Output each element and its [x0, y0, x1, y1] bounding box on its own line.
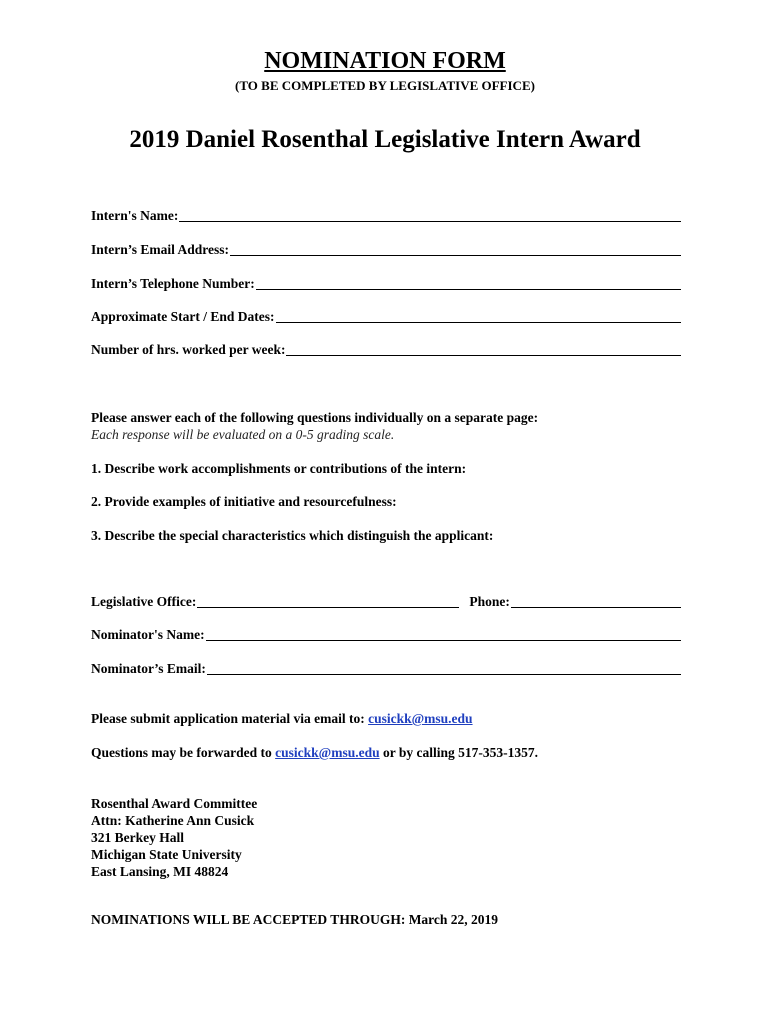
nominator-email-field[interactable]	[91, 661, 681, 677]
grading-note: Each response will be evaluated on a 0-5 grading scale.	[91, 427, 395, 442]
intern-phone-field[interactable]	[91, 276, 681, 292]
legislative-office-line[interactable]	[197, 595, 459, 608]
intern-email-line[interactable]	[230, 243, 681, 256]
questions-suffix: or by calling 517-353-1357.	[382, 745, 538, 760]
address-line-4: Michigan State University	[91, 847, 242, 862]
form-subtitle: (TO BE COMPLETED BY LEGISLATIVE OFFICE)	[235, 78, 535, 93]
questions-email-link[interactable]: cusickk@msu.edu	[275, 745, 380, 760]
intern-phone-line[interactable]	[256, 277, 681, 290]
intern-hours-label: Number of hrs. worked per week:	[91, 342, 286, 357]
intern-email-field[interactable]	[91, 242, 681, 258]
intern-phone-label: Intern’s Telephone Number:	[91, 276, 255, 291]
office-phone-line[interactable]	[511, 595, 681, 608]
intern-dates-line[interactable]	[276, 310, 682, 323]
questions-prefix: Questions may be forwarded to	[91, 745, 272, 760]
address-line-5: East Lansing, MI 48824	[91, 864, 229, 879]
intern-email-label: Intern’s Email Address:	[91, 242, 230, 257]
question-3: 3. Describe the special characteristics which distinguish the applicant:	[91, 528, 494, 543]
legislative-office-field[interactable]	[91, 594, 681, 610]
question-2: 2. Provide examples of initiative and resourcefulness:	[91, 494, 397, 509]
address-line-1: Rosenthal Award Committee	[91, 796, 258, 811]
nominator-email-label: Nominator’s Email:	[91, 661, 206, 676]
submit-text: Please submit application material via email to:	[91, 711, 365, 726]
address-line-3: 321 Berkey Hall	[91, 830, 184, 845]
office-phone-label: Phone:	[469, 594, 510, 609]
intern-dates-label: Approximate Start / End Dates:	[91, 309, 275, 324]
nominator-name-label: Nominator's Name:	[91, 627, 205, 642]
mailing-address	[91, 795, 257, 880]
deadline-date: March 22, 2019	[408, 912, 499, 927]
form-title: NOMINATION FORM	[264, 48, 506, 74]
nominator-name-field[interactable]	[91, 627, 681, 643]
nominator-name-line[interactable]	[206, 628, 681, 641]
intern-dates-field[interactable]	[91, 309, 681, 325]
submit-instructions	[91, 711, 473, 727]
award-title: 2019 Daniel Rosenthal Legislative Intern Award	[129, 126, 641, 153]
deadline-statement	[91, 912, 498, 928]
submit-email-link[interactable]: cusickk@msu.edu	[368, 711, 473, 726]
questions-intro: Please answer each of the following questions individually on a separate page:	[91, 410, 539, 425]
questions-contact	[91, 745, 538, 761]
nominator-email-line[interactable]	[207, 662, 681, 675]
intern-name-field[interactable]	[91, 208, 681, 224]
deadline-label: NOMINATIONS WILL BE ACCEPTED THROUGH:	[91, 912, 406, 927]
intern-hours-field[interactable]	[91, 342, 681, 358]
intern-name-label: Intern's Name:	[91, 208, 179, 223]
intern-hours-line[interactable]	[286, 343, 681, 356]
legislative-office-label: Legislative Office:	[91, 594, 197, 609]
address-line-2: Attn: Katherine Ann Cusick	[91, 813, 255, 828]
intern-name-line[interactable]	[179, 209, 681, 222]
question-1: 1. Describe work accomplishments or contributions of the intern:	[91, 461, 467, 476]
